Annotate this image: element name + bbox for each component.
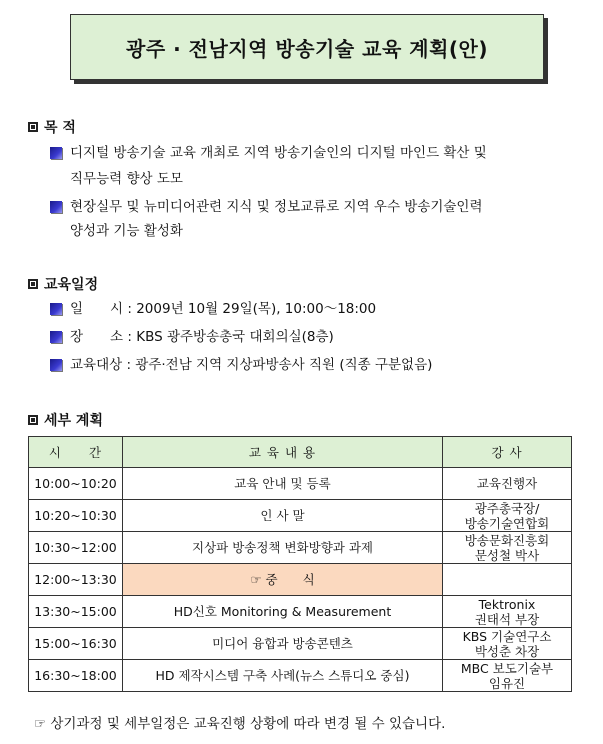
time-cell: 13:30~15:00 <box>29 596 123 628</box>
time-cell: 16:30~18:00 <box>29 660 123 692</box>
schedule-item-target: 교육대상 : 광주·전남 지역 지상파방송사 직원 (직종 구분없음) <box>50 354 432 376</box>
purpose-item-2: 현장실무 및 뉴미디어관련 지식 및 정보교류로 지역 우수 방송기술인력 <box>50 196 483 218</box>
time-cell: 10:20~10:30 <box>29 500 123 532</box>
header-time: 시 간 <box>29 437 123 468</box>
page-title: 광주 · 전남지역 방송기술 교육 계획(안) <box>126 36 488 61</box>
content-cell-lunch: ☞ 중 식 <box>123 564 443 596</box>
time-cell: 10:00~10:20 <box>29 468 123 500</box>
blue-square-bullet-icon <box>50 147 62 159</box>
speaker-cell <box>443 564 572 596</box>
speaker-cell: KBS 기술연구소 박성춘 차장 <box>443 628 572 660</box>
time-cell: 10:30~12:00 <box>29 532 123 564</box>
blue-square-bullet-icon <box>50 201 62 213</box>
speaker-cell: 광주총국장/ 방송기술연합회 <box>443 500 572 532</box>
square-bullet-icon <box>28 279 38 289</box>
plan-heading: 세부 계획 <box>28 410 103 430</box>
square-bullet-icon <box>28 415 38 425</box>
table-header-row <box>29 437 572 468</box>
time-cell: 12:00~13:30 <box>29 564 123 596</box>
table-row-lunch <box>29 564 572 596</box>
plan-table <box>28 436 572 692</box>
header-speaker: 강 사 <box>443 437 572 468</box>
speaker-cell: 교육진행자 <box>443 468 572 500</box>
content-cell: 지상파 방송정책 변화방향과 과제 <box>123 532 443 564</box>
time-cell: 15:00~16:30 <box>29 628 123 660</box>
purpose-heading: 목 적 <box>28 117 76 137</box>
schedule-heading: 교육일정 <box>28 274 98 294</box>
blue-square-bullet-icon <box>50 303 62 315</box>
table-row <box>29 500 572 532</box>
blue-square-bullet-icon <box>50 359 62 371</box>
speaker-cell: 방송문화진흥회 문성철 박사 <box>443 532 572 564</box>
table-row <box>29 628 572 660</box>
speaker-cell: Tektronix 권태석 부장 <box>443 596 572 628</box>
footnote: ☞ 상기과정 및 세부일정은 교육진행 상황에 따라 변경 될 수 있습니다. <box>34 716 446 732</box>
content-cell: HD 제작시스템 구축 사례(뉴스 스튜디오 중심) <box>123 660 443 692</box>
table-row <box>29 468 572 500</box>
table-row <box>29 596 572 628</box>
content-cell: 교육 안내 및 등록 <box>123 468 443 500</box>
header-content: 교 육 내 용 <box>123 437 443 468</box>
purpose-item-2-cont: 양성과 기능 활성화 <box>70 223 183 239</box>
table-row <box>29 532 572 564</box>
table-row <box>29 660 572 692</box>
purpose-item-1-cont: 직무능력 향상 도모 <box>70 171 183 187</box>
schedule-item-date: 일 시 : 2009년 10월 29일(목), 10:00～18:00 <box>50 298 376 320</box>
speaker-cell: MBC 보도기술부 임유진 <box>443 660 572 692</box>
schedule-item-place: 장 소 : KBS 광주방송총국 대회의실(8층) <box>50 326 334 348</box>
square-bullet-icon <box>28 122 38 132</box>
blue-square-bullet-icon <box>50 331 62 343</box>
purpose-item-1: 디지털 방송기술 교육 개최로 지역 방송기술인의 디지털 마인드 확산 및 <box>50 142 487 164</box>
content-cell: 인 사 말 <box>123 500 443 532</box>
title-box <box>70 14 544 80</box>
content-cell: 미디어 융합과 방송콘텐츠 <box>123 628 443 660</box>
content-cell: HD신호 Monitoring & Measurement <box>123 596 443 628</box>
